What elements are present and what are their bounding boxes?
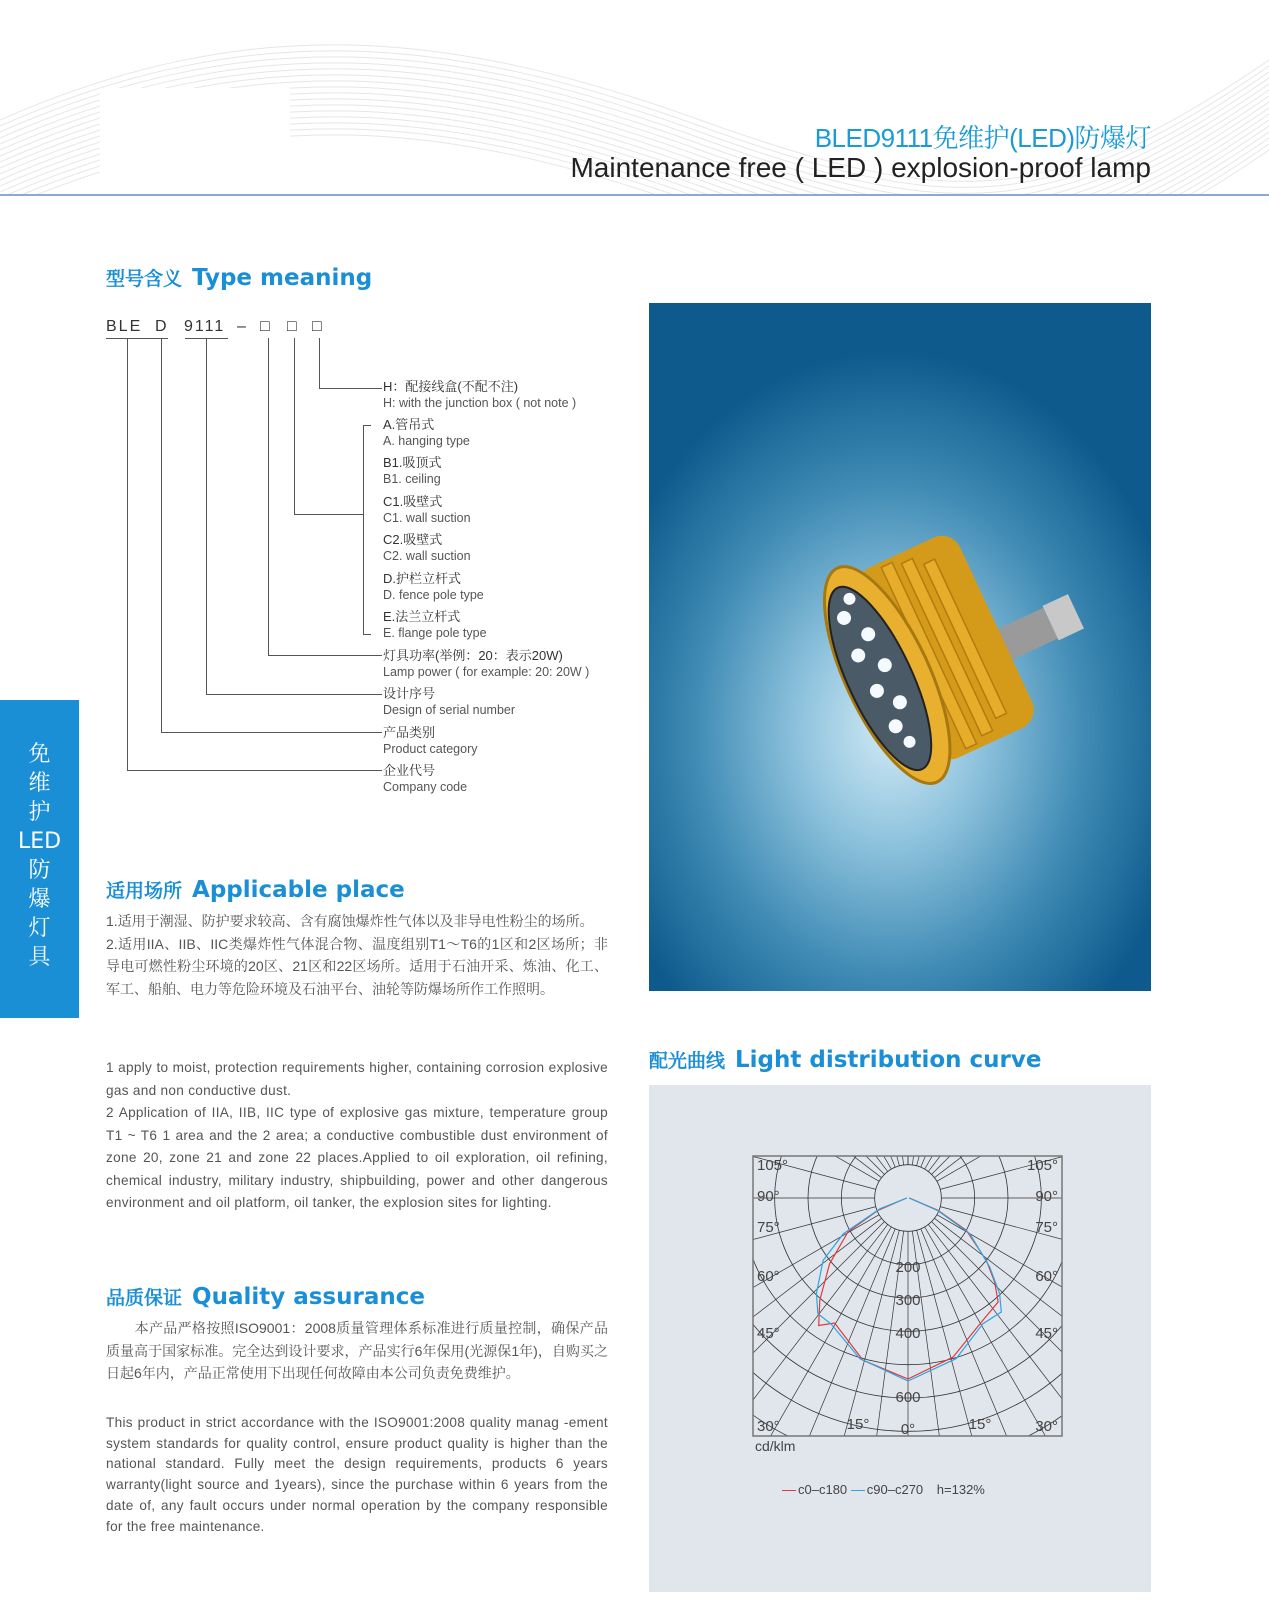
angle-label-left: 30° xyxy=(757,1418,780,1435)
angle-label-right: 60° xyxy=(1035,1268,1058,1285)
type-item-d: D.护栏立杆式 D. fence pole type xyxy=(383,571,484,602)
code-box-1: □ xyxy=(260,318,272,335)
quality-heading: 品质保证 Quality assurance xyxy=(106,1284,425,1310)
type-item-h: H：配接线盒(不配不注) H: with the junction box ( not note ) xyxy=(383,379,577,410)
grid-radial xyxy=(937,1215,1269,1448)
angle-label-left: 60° xyxy=(757,1268,780,1285)
grid-radial xyxy=(940,1069,1269,1190)
grid-radial xyxy=(425,1207,876,1328)
legend-note: h=132% xyxy=(936,1482,985,1497)
grid-radial xyxy=(925,765,1158,1169)
legend-item-c90: c90–c270 xyxy=(851,1482,923,1497)
angle-label-right: 105° xyxy=(1026,1157,1058,1174)
quality-text-cn: 本产品严格按照ISO9001：2008质量管理体系标准进行质量控制，确保产品质量高于国家标准。完全达到设计要求，产品实行6年保用(光源保1年)，自购买之日起6年内，产品正常使用下出现任何故障由本公司负责免费维护。 xyxy=(106,1320,608,1381)
grid-radial xyxy=(779,715,900,1166)
angle-label-right: 30° xyxy=(1035,1418,1058,1435)
radial-label: 200 xyxy=(895,1259,921,1276)
grid-radial xyxy=(511,894,881,1178)
sidebar-char: 灯 xyxy=(28,916,51,941)
code-9111: 9111 xyxy=(184,318,226,335)
code-box-2: □ xyxy=(287,318,299,335)
grid-radial xyxy=(475,948,879,1181)
type-item-category: 产品类别 Product category xyxy=(383,725,478,756)
applicable-text-en: 1 apply to moist, protection requirements higher, containing corrosion explosive gas and non conductive dust. 2 Application of IIA, IIB, IIC type of explosive gas mixture, temperature group T1 ~ T6 1 area and the 2 area; a conductive combustible dust environment of zone 20, zone 21 and zone 22 places.Applied to oil exploration, oil refining, chemical industry, military industry, shipbuilding, power and other dangerous environment and oil platform, oil tanker, the explosion sites for lighting. xyxy=(106,1060,608,1210)
type-item-power: 灯具功率(举例：20：表示20W) Lamp power ( for example: 20: 20W ) xyxy=(383,648,590,679)
product-title-en: Maintenance free ( LED ) explosion-proof lamp xyxy=(570,152,1151,183)
type-meaning-heading: 型号含义 Type meaning xyxy=(106,265,373,291)
chart-legend xyxy=(782,1482,985,1497)
grid-radial xyxy=(717,736,896,1167)
grid-radial xyxy=(921,736,1100,1167)
angle-label-right: 90° xyxy=(1035,1188,1058,1205)
sidebar-char: 爆 xyxy=(28,887,51,912)
grid-radial xyxy=(921,1229,1100,1624)
grid-radial xyxy=(934,894,1269,1178)
grid-radial xyxy=(554,844,884,1174)
grid-radial xyxy=(604,801,888,1171)
grid-radial xyxy=(554,1222,884,1552)
grid-radial xyxy=(937,948,1269,1181)
sidebar-char: 免 xyxy=(28,742,51,767)
grid-radial xyxy=(475,1215,879,1448)
grid-radial xyxy=(934,1218,1269,1502)
grid-radial xyxy=(511,1218,881,1502)
angle-label-right: 45° xyxy=(1035,1325,1058,1342)
sidebar-char: 护 xyxy=(28,800,51,825)
angle-label-left: 45° xyxy=(757,1325,780,1342)
grid-radial xyxy=(932,1222,1262,1552)
type-item-e: E.法兰立杆式 E. flange pole type xyxy=(383,609,487,640)
sidebar-char: LED xyxy=(17,829,62,854)
quality-text-en: This product in strict accordance with the ISO9001:2008 quality manag -ement system standards for quality control, ensure product quality is higher than the national standard. Fully meet the design requirements, products 6 years warranty(light source and 1years), since the purchase within 6 years from the date of, any fault occurs under normal operation by the company responsible for the free maintenance. xyxy=(106,1415,608,1534)
angle-label-left: 105° xyxy=(757,1157,789,1174)
angle-label-left: 90° xyxy=(757,1188,780,1205)
radial-label: 600 xyxy=(895,1389,921,1406)
grid-radial xyxy=(928,1224,1212,1594)
radial-label: 400 xyxy=(895,1325,921,1342)
applicable-heading: 适用场所 Applicable place xyxy=(106,877,405,903)
grid-radial xyxy=(917,715,1038,1166)
code-ble: BLE xyxy=(106,318,143,335)
grid-radial xyxy=(658,765,891,1169)
type-item-c2: C2.吸壁式 C2. wall suction xyxy=(383,532,471,563)
grid-radial xyxy=(604,1224,888,1594)
code-box-3: □ xyxy=(312,318,324,335)
grid-ring xyxy=(875,1165,942,1232)
type-item-a: A.管吊式 A. hanging type xyxy=(383,417,470,448)
light-curve-heading: 配光曲线 Light distribution curve xyxy=(649,1047,1042,1073)
angle-label-right: 75° xyxy=(1035,1219,1058,1236)
sidebar-char: 防 xyxy=(28,858,51,883)
type-item-c1: C1.吸壁式 C1. wall suction xyxy=(383,494,471,525)
series-curve-c90–c270 xyxy=(816,1198,1001,1381)
angle-label-bottom: 0° xyxy=(900,1421,916,1438)
angle-label-bottom: 15° xyxy=(846,1416,870,1433)
grid-radial xyxy=(843,702,904,1165)
legend-item-c0: c0–c180 xyxy=(782,1482,847,1497)
product-title-cn: BLED9111免维护(LED)防爆灯 xyxy=(814,123,1151,153)
type-item-company: 企业代号 Company code xyxy=(383,763,468,794)
angle-label-left: 75° xyxy=(757,1219,780,1236)
code-d: D xyxy=(155,318,169,335)
sidebar-char: 维 xyxy=(28,771,51,796)
grid-radial xyxy=(932,844,1262,1174)
applicable-text-cn: 1.适用于潮湿、防护要求较高、含有腐蚀爆炸性气体以及非导电性粉尘的场所。 2.适用IIA、IIB、IIC类爆炸性气体混合物、温度组别T1～T6的1区和2区场所；非导电可燃性粉尘环境的20区、21区和22区场所。适用于石油开采、炼油、化工、军工、船舶、电力等危险环境及石油平台、油轮等防爆场所作工作照明。 xyxy=(106,913,608,997)
unit-label: cd/klm xyxy=(755,1438,796,1454)
code-dash: – xyxy=(237,318,248,335)
grid-radial xyxy=(912,1231,973,1624)
grid-radial xyxy=(912,702,973,1165)
type-item-b1: B1.吸顶式 B1. ceiling xyxy=(383,455,442,486)
grid-radial xyxy=(779,1230,900,1624)
grid-radial xyxy=(928,801,1212,1171)
radial-label: 300 xyxy=(895,1292,921,1309)
sidebar-char: 具 xyxy=(28,945,51,970)
grid-radial xyxy=(425,1069,876,1190)
angle-label-bottom: 15° xyxy=(968,1416,992,1433)
type-item-serial: 设计序号 Design of serial number xyxy=(383,686,516,717)
